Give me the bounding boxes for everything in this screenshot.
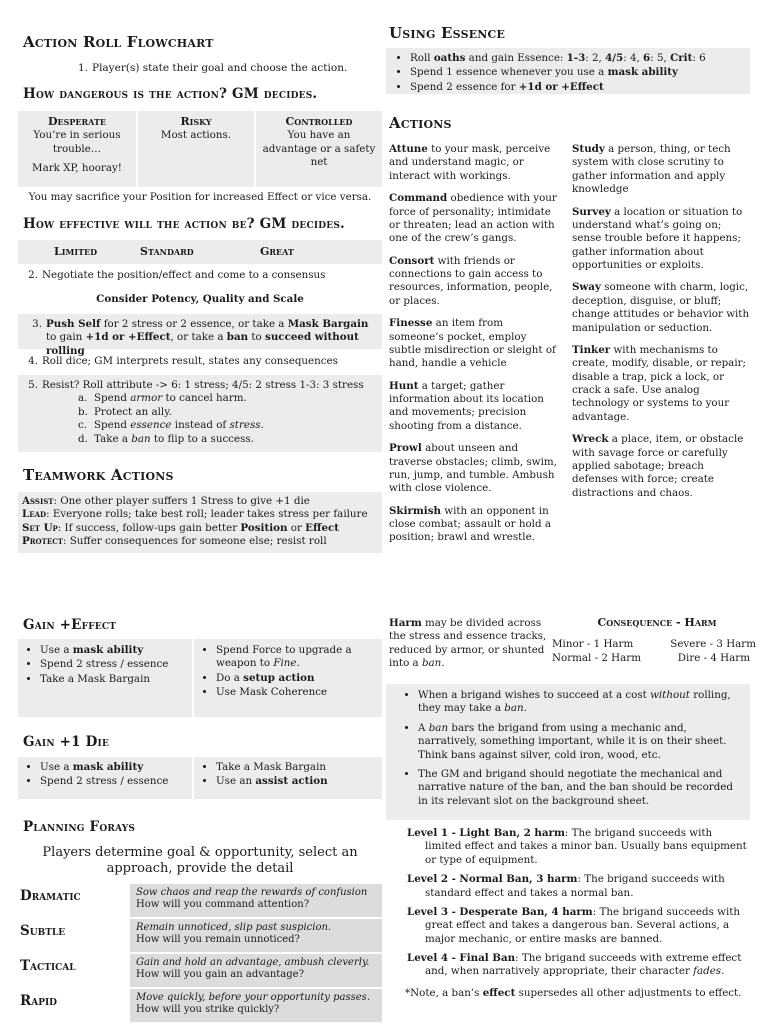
action-wreck: Wreck a place, item, or obstacle with savage force or carefully applied sabotage; breach defenses with force; create distractions and chaos. (572, 433, 744, 499)
action-finesse: Finesse an item from someone’s pocket, employ subtle misdirection or sleight of hand, handle a vehicle (389, 317, 556, 370)
foray-subtle: Subtle Remain unnoticed, slip past suspicion. How will you remain unnoticed? (18, 919, 382, 952)
actions-title: Actions (389, 114, 452, 132)
action-skirmish: Skirmish with an opponent in close combat; assault or hold a position; brawl and wrestle. (389, 504, 551, 544)
forays-intro: Players determine goal & opportunity, select an approach, provide the detail (42, 845, 358, 877)
essence-title: Using Essence (389, 24, 506, 42)
forays-table (18, 884, 382, 1024)
essence-spend-1: • Spend 1 essence whenever you use a mask ability (410, 66, 746, 79)
action-consort: Consort with friends or connections to gain access to resources, information, people, or places. (389, 254, 553, 307)
ban-level-1: Level 1 - Light Ban, 2 harm: The brigand succeeds with limited effect and takes a minor ban. Usually bans equipment or type of equipment. (407, 827, 747, 866)
resist-options: a. Spend armor to cancel harm. b. Protect an ally. c. Spend essence instead of stress. d. Take a ban to flip to a success. (78, 392, 264, 445)
essence-box (386, 48, 750, 94)
bans-box (386, 684, 750, 820)
foray-tactical: Tactical Gain and hold an advantage, ambush cleverly. How will you gain an advantage? (18, 954, 382, 987)
actions-right-column (572, 143, 752, 509)
harm-minor: Minor - 1 Harm (552, 638, 634, 651)
ban-rule-3: • The GM and brigand should negotiate the mechanical and narrative nature of the ban, and the ban should be recorded in its relevant slot on the background sheet. (418, 768, 744, 808)
action-study: Study a person, thing, or tech system with close scrutiny to gather information and apply knowledge (572, 143, 731, 196)
forays-title: Planning Forays (23, 819, 136, 835)
danger-heading: How dangerous is the action? GM decides. (23, 86, 318, 102)
gain-die-title: Gain +1 Die (23, 734, 110, 750)
action-command: Command obedience with your force of personality; intimidate or threaten; lead an action with one of the crew’s gangs. (389, 192, 557, 245)
ban-level-4: Level 4 - Final Ban: The brigand succeeds with extreme effect and, when narratively appropriate, their character fades. (407, 952, 742, 978)
ban-level-2: Level 2 - Normal Ban, 3 harm: The brigand succeeds with standard effect and takes a normal ban. (407, 873, 725, 899)
sacrifice-note: You may sacrifice your Position for increased Effect or vice versa. (28, 191, 372, 203)
teamwork-protect: Protect: Suffer consequences for someone else; resist roll (22, 535, 327, 548)
gain-die-left: • Use a mask ability • Spend 2 stress / essence (18, 757, 192, 799)
action-tinker: Tinker with mechanisms to create, modify, disable, or repair; disable a trap, pick a lock, or crack a safe. Use analog technology or systems to your advantage. (572, 343, 747, 423)
ban-note: *Note, a ban’s effect supersedes all other adjustments to effect. (405, 987, 742, 999)
position-risky: Risky Most actions. (138, 111, 254, 187)
foray-dramatic: Dramatic Sow chaos and reap the rewards of confusion How will you command attention? (18, 884, 382, 917)
step-2: 2. Negotiate the position/effect and come to a consensus (28, 269, 326, 281)
teamwork-lead: Lead: Everyone rolls; take best roll; leader takes stress per failure (22, 508, 368, 521)
ban-levels (407, 827, 747, 983)
harm-intro: Harm may be divided across the stress and essence tracks, reduced by armor, or shunted into a ban. (389, 617, 547, 670)
actions-left-column (389, 143, 561, 554)
position-controlled: Controlled You have an advantage or a safety net (256, 111, 382, 187)
essence-roll-oaths: • Roll oaths and gain Essence: 1-3: 2, 4/5: 4, 6: 5, Crit: 6 (410, 52, 746, 65)
step-1: 1. Player(s) state their goal and choose the action. (77, 62, 348, 74)
effect-table (18, 240, 382, 264)
teamwork-assist: Assist: One other player suffers 1 Stress to give +1 die (22, 495, 310, 507)
position-table (18, 111, 382, 187)
teamwork-setup: Set Up: If success, follow-ups gain better Position or Effect (22, 521, 340, 534)
gain-effect-title: Gain +Effect (23, 617, 117, 633)
action-roll-title: Action Roll Flowchart (23, 33, 214, 51)
action-prowl: Prowl about unseen and traverse obstacles; climb, swim, run, jump, and tumble. Ambush with close violence. (389, 442, 557, 495)
gain-effect-right: • Spend Force to upgrade a weapon to Fine. • Do a setup action • Use Mask Coherence (194, 639, 382, 717)
effect-heading: How effective will the action be? GM decides. (23, 216, 345, 232)
position-desperate: Desperate You’re in serious trouble… Mark XP, hooray! (18, 111, 136, 187)
harm-severe: Severe - 3 Harm (670, 638, 756, 651)
harm-dire: Dire - 4 Harm (677, 651, 750, 664)
action-sway: Sway someone with charm, logic, deception, disguise, or bluff; change attitudes or behavior with manipulation or seduction. (572, 281, 750, 334)
ban-rule-2: • A ban bars the brigand from using a mechanic and, narratively, something important, while it is on their sheet. Think bans against silver, cold iron, wood, etc. (418, 722, 744, 762)
gain-effect-left: • Use a mask ability • Spend 2 stress / essence • Take a Mask Bargain (18, 639, 192, 717)
essence-spend-2: • Spend 2 essence for +1d or +Effect (410, 81, 746, 94)
foray-rapid: Rapid Move quickly, before your opportunity passes. How will you strike quickly? (18, 989, 382, 1022)
harm-table: Consequence - Harm Minor - 1 Harm Severe - 3 Harm Normal - 2 Harm Dire - 4 Harm (552, 616, 756, 664)
ban-rule-1: • When a brigand wishes to succeed at a cost without rolling, they may take a ban. (418, 689, 744, 716)
step-5: 5. Resist? Roll attribute -> 6: 1 stress; 4/5: 2 stress 1-3: 3 stress a. Spend armor to cancel harm. b. Protect an ally. c. Spend essence instead of stress. d. Take a ban to flip to a success. (18, 375, 382, 452)
harm-normal: Normal - 2 Harm (552, 651, 641, 664)
effect-standard: Standard (140, 244, 194, 258)
action-hunt: Hunt a target; gather information about its location and movements; precision shooting from a distance. (389, 379, 544, 432)
teamwork-box (18, 492, 382, 553)
gain-effect-box (18, 639, 382, 717)
gain-die-box (18, 757, 382, 799)
consider-line: Consider Potency, Quality and Scale (96, 293, 304, 305)
step-3: 3. Push Self for 2 stress or 2 essence, or take a Mask Bargain to gain +1d or +Effect, or take a ban to succeed without rolling (18, 314, 382, 349)
step-4: 4. Roll dice; GM interprets result, states any consequences (28, 355, 338, 367)
gain-die-right: • Take a Mask Bargain • Use an assist action (194, 757, 382, 799)
action-attune: Attune to your mask, perceive and understand magic, or interact with workings. (389, 143, 551, 182)
teamwork-title: Teamwork Actions (23, 466, 174, 484)
effect-great: Great (260, 244, 294, 258)
ban-level-3: Level 3 - Desperate Ban, 4 harm: The brigand succeeds with great effect and takes a dangerous ban. Several actions, a major mechanic, or entire masks are banned. (407, 905, 741, 945)
effect-limited: Limited (54, 244, 98, 258)
action-survey: Survey a location or situation to understand what’s going on; sense trouble before it happens; gather information about opportunities or exploits. (572, 205, 743, 271)
